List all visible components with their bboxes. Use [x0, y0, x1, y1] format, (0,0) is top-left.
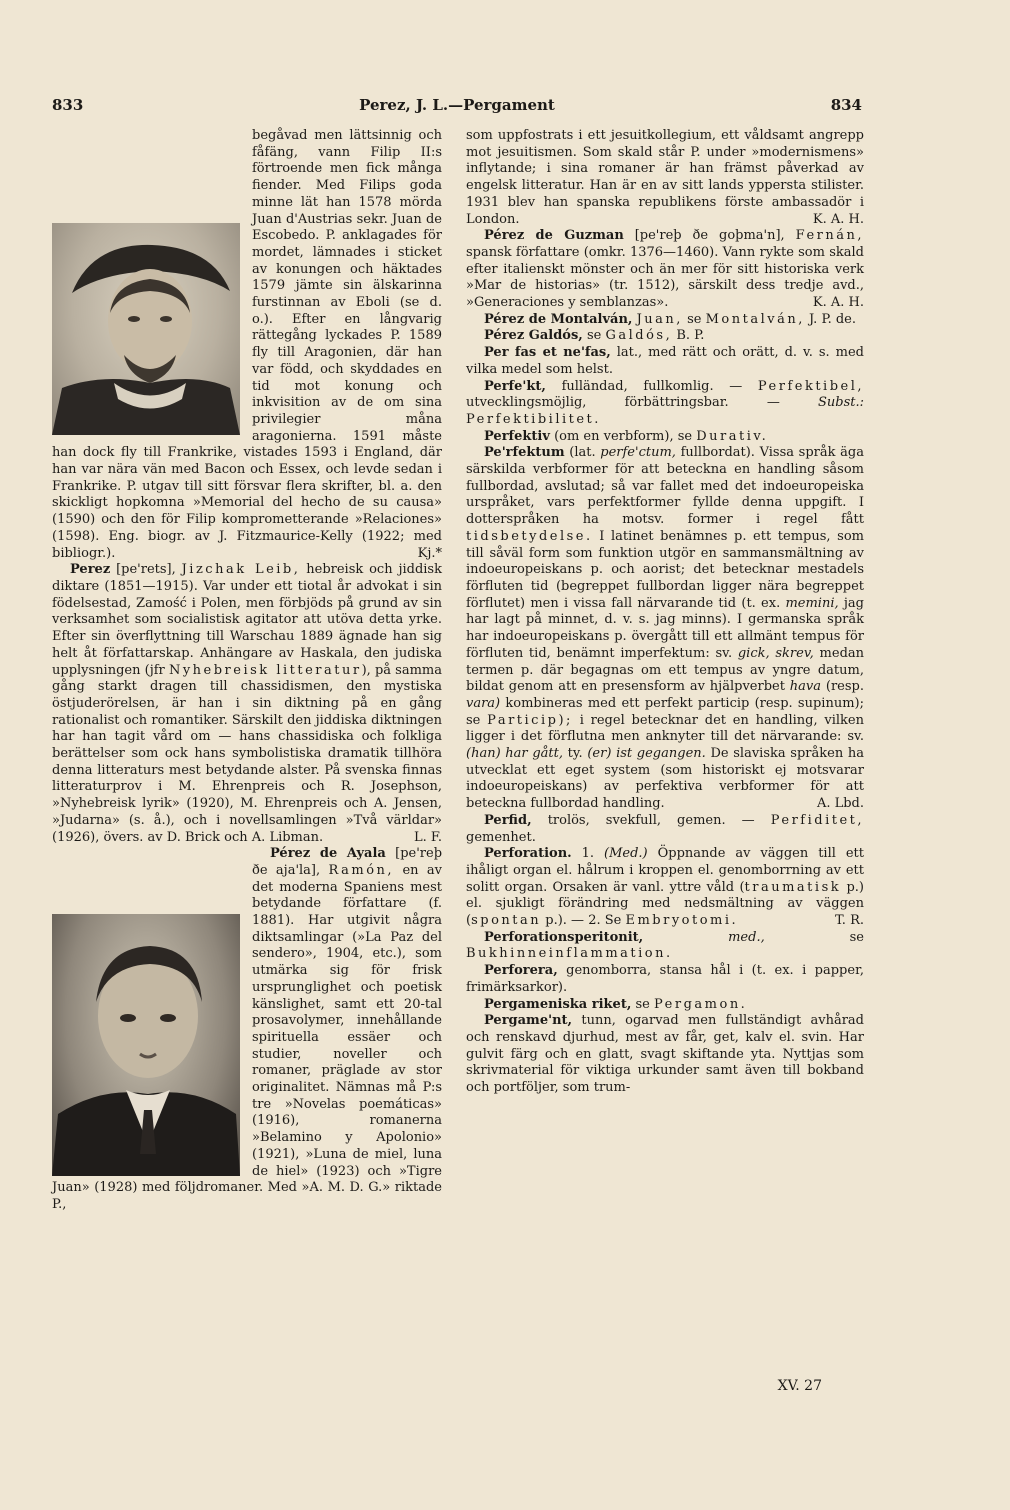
entry-perez-de-ayala-head: Pérez de Ayala [270, 846, 386, 862]
entry-perforera: Perforera, genomborra, stansa hål i (t. ex. i papper, frimärksarkor). [466, 963, 864, 995]
entry-signature: L. F. [413, 829, 442, 845]
entry-signature: K. A. H. [812, 295, 864, 311]
right-column [466, 128, 864, 1097]
portrait-antonio-perez-image [52, 223, 240, 435]
entry-perfektum: Pe'rfektum (lat. perfe'ctum, fullbordat). Vissa språk äga särskilda verbformer för att beteckna en handling såsom fullbordad, avslutad; så var fallet med det indoeuropeiska urspråket, vars perfektformer fyllde denna uppgift. I dotterspråken ha motsv. former i regel fått tidsbetydelse. I latinet benämnes p. ett tempus, som till såväl form som funktion utgör en sammansmältning av indoeuropeiskans p. och aorist; det betecknar mestadels förfluten tid (begreppet fullbordan ligger nära begreppet förflutet) men i vissa fall närvarande tid (t. ex. meminі, jag har lagt på minnet, d. v. s. jag minns). I germanska språk har indoeuropeiskans p. övergått till ett allmänt tempus för förfluten tid, benämnt imperfektum: sv. gick, skrev, medan termen p. där begagnas om ett tempus av yngre datum, bildat genom att en presensform av hjälpverbet hava (resp. vara) kombineras med ett perfekt particip (resp. supinum); se Particip); i regel betecknar det en handling, vilken ligger i det förflutna men anknyter till det närvarande: sv. (han) har gått, ty. (er) ist gegangen. De slaviska språken ha utvecklat ett eget system (som historiskt ej motsvarar indoeuropeiskans) av perfektiva verbformer för att beteckna fullbordad handling. A. Lbd. [466, 445, 865, 812]
entry-perfektiv: Perfektiv (om en verbform), se Durativ. [484, 428, 769, 444]
entry-perez-jizchak: Perez [pe'rets], Jizchak Leib, hebreisk och jiddisk diktare (1851—1915). Var under ett tiotal år advokat i sin födelsestad, Zamość i Polen, men förbjöds på grund av sin verksamhet som socialistisk agitator att utöva detta yrke. Efter sin överflyttning till Warschau 1889 ägnade han sig helt åt författarskap. Anhängare av Haskala, den judiska upplysningen (jfr Nyhebreisk litteratur), på samma gång starkt dragen till chassidismen, den mystiska östjuderörelsen, är han i sin diktning på en gång rationalist och romantiker. Särskilt den jiddiska diktningen har han tagit vård om — hans chassidiska och folkliga berättelser som ock hans symbolistiska dramatik tillhöra denna litteraturs mest betydande alster. På svenska finnas litteraturprov i M. Ehrenpreis och R. Josephson, »Nyhebreisk lyrik» (1920), M. Ehrenpreis och A. Jensen, »Judarna» (s. å.), och i novellsamlingen »Två världar» (1926), övers. av D. Brick och A. Libman. L. F. [52, 562, 443, 845]
entry-perez-de-ayala-continued: som uppfostrats i ett jesuitkollegium, ett våldsamt angrepp mot jesuitismen. Som skald står P. under »modernismens» inflytande; i sina romaner är han främst påverkad av engelsk litteratur. Han är en av sitt lands yppersta stilister. 1931 blev han spanska republikens förste ambassadör i London. K. A. H. [466, 128, 864, 227]
page-number-left: 833 [52, 96, 84, 114]
cross-reference: Montalván, [705, 311, 805, 327]
left-column [52, 128, 442, 1214]
entry-perez-antonio-signature: Kj.* [417, 545, 442, 561]
entry-perfid: Perfid, trolös, svekfull, gemen. — Perfiditet, gemenhet. [466, 812, 865, 845]
entry-signature: K. A. H. [812, 211, 864, 227]
entry-perez-antonio-text: begåvad men lättsinnig och fåfäng, vann Filip II:s förtroende men fick många fiender. Med Filips goda minne lät han 1578 mörda Juan d'Austrias sekr. Juan de Escobedo. P. anklagades för mordet, lämnades i sticket av konungen och häktades 1579 jämte sin älskarinna furstinnan av Eboli (se d. o.). Efter en långvarig rättegång lyckades P. 1589 fly till Aragonien, där han var född, och skyddades en tid mot konung och inkvisition av de om sina privilegier måna aragonierna. 1591 måste han dock fly till Frankrike, vistades 1593 i England, där han var nära vän med Bacon och Essex, och levde sedan i Frankrike. P. utgav till sitt försvar flera skrifter, bl. a. den skickligt hopkomna »Memorial del hecho de su causa» (1590) och den för Filip komprometterande »Relaciones» (1598). Eng. biogr. av J. Fitzmaurice-Kelly (1922; med bibliogr.). [52, 128, 442, 561]
entry-pergameniska-riket: Pergameniska riket, se Pergamon. [484, 996, 748, 1012]
entry-signature: T. R. [835, 913, 864, 929]
entry-perfekt: Perfe'kt, fulländad, fullkomlig. — Perfektibel, utvecklingsmöjlig, förbättringsbar. — Subst.: Perfektibilitet. [466, 378, 865, 427]
portrait-antonio-perez [52, 223, 240, 435]
signature-mark: XV. 27 [777, 1378, 822, 1394]
cross-reference: Galdós, [605, 328, 673, 344]
page-number-right: 834 [830, 96, 862, 114]
entry-perez-galdos: Pérez Galdós, se Galdós, B. P. [484, 328, 705, 344]
portrait-perez-de-ayala [52, 914, 240, 1176]
entry-signature: A. Lbd. [816, 796, 864, 812]
entry-perforation: Perforation. 1. (Med.) Öppnande av väggen till ett ihåligt organ el. hålrum i kroppen el. genomborrning av ett solitt organ. Orsaken är vanl. yttre våld (traumatisk p.) el. sjukligt förändring med nedsmältning av väggen (spontan p.). — 2. Se Embryotomi. T. R. [466, 846, 864, 929]
running-head: Perez, J. L.—Pergament [359, 96, 555, 114]
portrait-perez-de-ayala-image [52, 914, 240, 1176]
running-header [52, 96, 862, 116]
entry-pergament: Pergame'nt, tunn, ogarvad men fullständigt avhårad och renskavd djurhud, mest av får, get, kalv el. svin. Har gulvit färg och en glatt, svagt skiftande yta. Nyttjas som skrivmaterial för viktiga urkunder samt även till bokband och portföljer, som trum- [466, 1013, 864, 1096]
entry-perez-de-guzman: Pérez de Guzman [pe'reþ ðe goþma'n], Fernán, spansk författare (omkr. 1376—1460). Vann rykte som skald efter italienskt mönster och än mer för sitt historiska verk »Mar de historias» (tr. 1512), särskilt dess tredje avd., »Generaciones y semblanzas». K. A. H. [466, 228, 864, 311]
entry-perforationsperitonit: Perforationsperitonit, med., se Bukhinneinflammation. [466, 929, 864, 962]
entry-perez-de-ayala: Pérez de Ayala [pe'reþ ðe aja'la], Ramón, en av det moderna Spaniens mest betydande författare (f. 1881). Har utgivit några diktsamlingar (»La Paz del sendero», 1904, etc.), som utmärka sig för frisk ursprunglighet och poetisk känslighet, samt ett 20-tal prosavolymer, innehållande spirituella essäer och studier, noveller och romaner, präglade av stor originalitet. Nämnas må P:s tre »Novelas poemáticas» (1916), romanerna »Belamino y Apolonio» (1921), »Luna de miel, luna de hiel» (1923) och »Tigre Juan» (1928) med följdromaner. Med »A. M. D. G.» riktade P., [52, 846, 443, 1212]
entry-per-fas-et-nefas: Per fas et ne'fas, lat., med rätt och orätt, d. v. s. med vilka medel som helst. [466, 345, 864, 377]
entry-perez-de-montalvan: Pérez de Montalván, Juan, se Montalván, J. P. de. [484, 311, 856, 327]
cross-reference: Nyhebreisk litteratur [168, 662, 362, 678]
entry-perez-jizchak-head: Perez [70, 562, 111, 578]
cross-reference: Durativ. [696, 428, 769, 444]
